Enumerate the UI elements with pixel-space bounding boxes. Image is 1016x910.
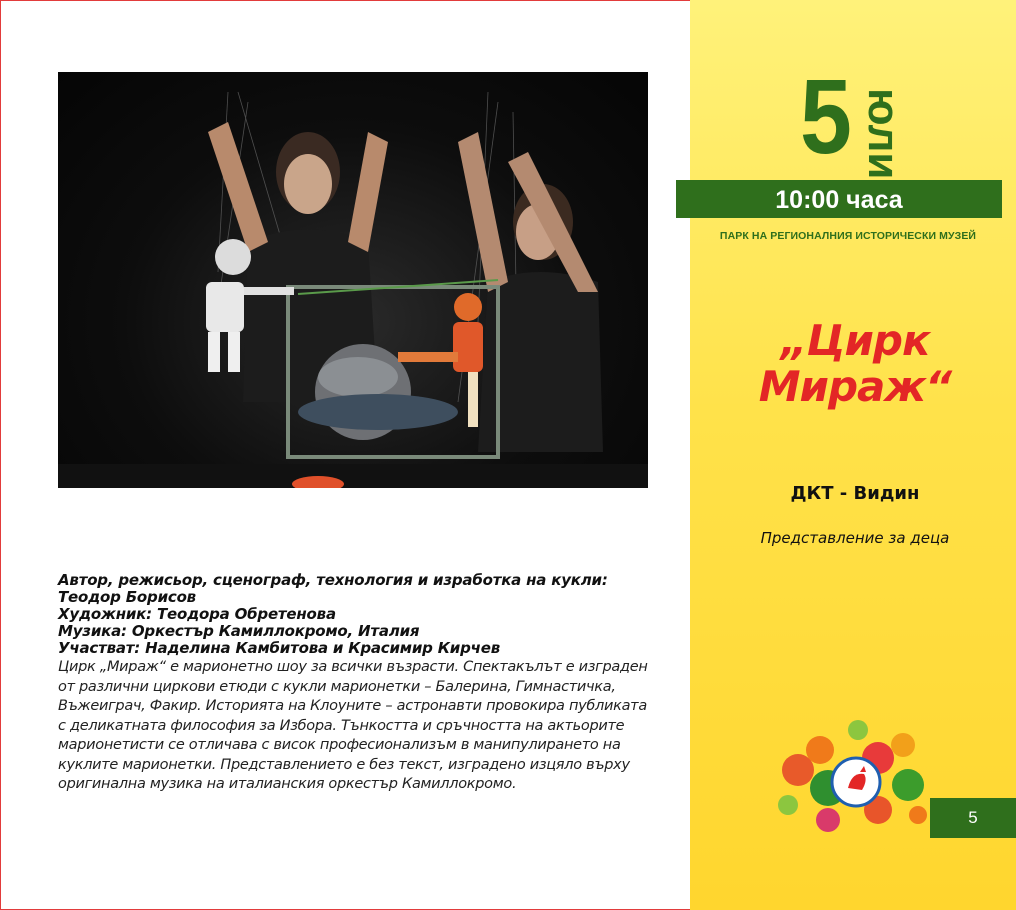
page-number: 5	[930, 798, 1016, 838]
date-month: юли	[859, 88, 908, 180]
time-bar: 10:00 часа	[676, 180, 1002, 218]
credit-artist: Художник: Теодора Обретенова	[58, 605, 336, 623]
right-column	[690, 0, 1016, 910]
credit-author-name: Теодор Борисов	[58, 588, 196, 606]
puppeteers-illustration	[58, 72, 648, 488]
date-day: 5	[800, 58, 851, 176]
festival-logo	[768, 710, 938, 840]
show-title	[690, 318, 1016, 410]
show-title-line2: Мираж“	[758, 362, 952, 411]
audience: Представление за деца	[760, 529, 950, 547]
credit-author: Автор, режисьор, сценограф, технология и изработка на кукли:	[58, 571, 608, 589]
credit-cast: Участват: Наделина Камбитова и Красимир Кирчев	[58, 639, 500, 657]
company: ДКТ - Видин	[790, 483, 920, 504]
credits-block	[58, 572, 658, 795]
venue: ПАРК НА РЕГИОНАЛНИЯ ИСТОРИЧЕСКИ МУЗЕЙ	[719, 230, 977, 242]
show-title-line1: „Цирк	[780, 316, 930, 365]
show-description: Цирк „Мираж“ е марионетно шоу за всички възрасти. Спектакълът е изграден от различни циркови етюди с кукли марионетки – Балерина, Гимнастичка, Въжеиграч, Факир. Историята на Клоуните – астронавти провокира публиката с деликатната философия за Избора. Тънкостта и сръчността на актьорите марионетисти се отличава с висок професионализъм в манипулирането на куклите марионетки. Представлението е без текст, изградено изцяло върху оригинална музика на италианския оркестър Камиллокромо.	[58, 659, 648, 792]
performance-photo	[58, 72, 648, 488]
credit-music: Музика: Оркестър Камиллокромо, Италия	[58, 622, 420, 640]
